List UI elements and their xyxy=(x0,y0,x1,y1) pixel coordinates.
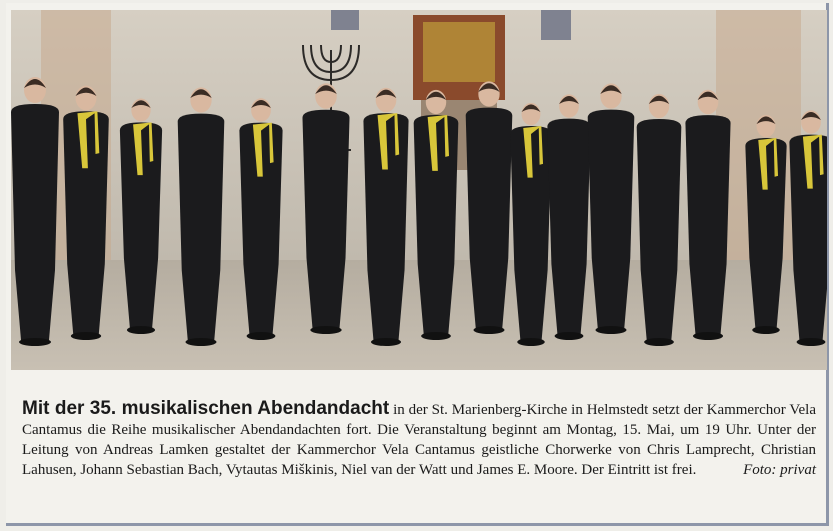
singer-shoes xyxy=(421,332,451,340)
singer-shoes xyxy=(797,338,826,346)
singer-shoes xyxy=(310,326,341,334)
singer-shoes xyxy=(555,332,584,340)
caption-headline: Mit der 35. musikalischen Abendandacht xyxy=(22,398,390,419)
singer-shoes xyxy=(644,338,674,346)
singer-shoes xyxy=(752,326,780,334)
singer-shoes xyxy=(247,332,276,340)
singer-shoes xyxy=(19,338,51,346)
singer-shoes xyxy=(371,338,401,346)
singer-shoes xyxy=(71,332,101,340)
singer-shoes xyxy=(693,332,723,340)
choir-singer xyxy=(11,77,59,346)
altar-gold xyxy=(423,22,495,82)
singer-shoes xyxy=(473,326,504,334)
singer-shoes xyxy=(127,326,155,334)
singer-shoes xyxy=(595,326,626,334)
photo-credit: Foto: privat xyxy=(743,462,816,478)
singer-shoes xyxy=(517,338,545,346)
choir-photo-illustration xyxy=(11,10,827,370)
window xyxy=(331,10,359,30)
window xyxy=(541,10,571,40)
photo-caption xyxy=(22,399,816,480)
singer-shoes xyxy=(185,338,216,346)
singer-body xyxy=(11,104,59,340)
caption-body: in der St. Marienberg-Kirche in Helmstedt setzt der Kammerchor Vela Cantamus die Reihe musikalischer Abendandachten fort. Die Veranstaltung beginnt am Montag, 15. Mai, um 19 Uhr. Unter der Leitung von Andreas Lamken gestaltet der Kammerchor Vela Cantamus geistliche Chorwerke von Chris Lamprecht, Christian Lahusen, Johann Sebastian Bach, Vytautas Miškinis, Niel van der Watt und James E. Moore. Der Eintritt ist frei. xyxy=(22,402,816,478)
choir-photo xyxy=(11,10,827,370)
newspaper-clipping xyxy=(6,3,829,526)
